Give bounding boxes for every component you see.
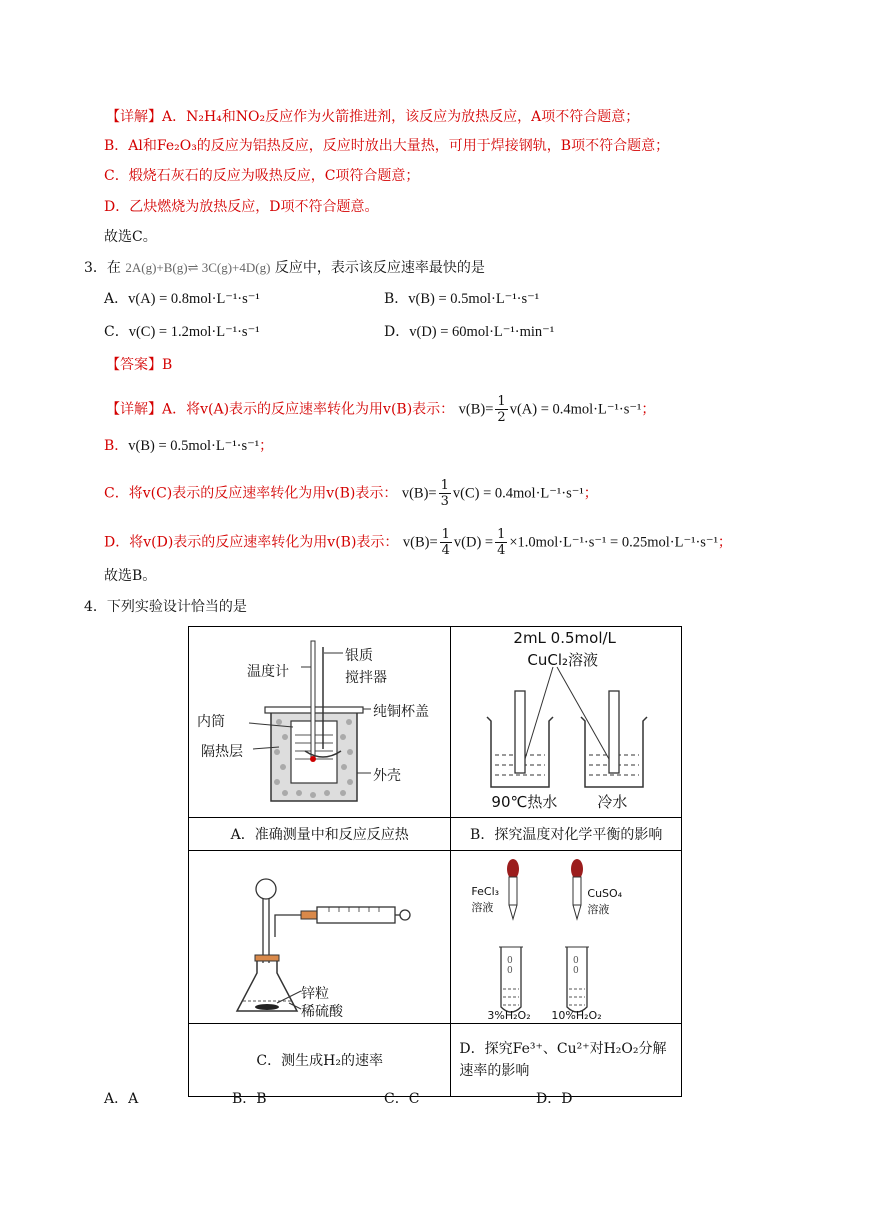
q3-detail-d: D．将v(D)表示的反应速率转化为用v(B)表示： v(B)= $\frac{1}{4}$ v(D) = $\frac{1}{4}$ ×1.0mol·L⁻¹·s⁻¹ = 0.25mol·L⁻¹·s⁻¹； — [104, 527, 732, 558]
calorimeter-drawing — [189, 627, 451, 817]
q3-answer: 【答案】B — [106, 357, 173, 373]
label-stirrer-1: 银质 — [345, 648, 373, 664]
diagram-c-rate — [189, 851, 450, 1023]
caption-d-line2: 速率的影响 — [459, 1063, 530, 1079]
q4-options-table — [188, 626, 682, 1097]
q4-choice-d: D．D — [536, 1091, 573, 1107]
detail-q2-line3: C．煅烧石灰石的反应为吸热反应，C项符合题意； — [104, 168, 420, 184]
diagram-d-catalyst — [451, 851, 681, 1023]
q3-option-d: D．v(D) = 60mol·L⁻¹·min⁻¹ — [384, 324, 555, 340]
diagram-b-temperature — [451, 627, 681, 817]
caption-d-line1: D．探究Fe³⁺、Cu²⁺对H₂O₂分解 — [459, 1041, 667, 1057]
q3-reaction: 2A(g)+B(g)⇌ 3C(g)+4D(g) — [125, 260, 271, 275]
diagram-a-calorimeter — [189, 627, 450, 817]
label-h2o2-3: 3%H₂O₂ — [487, 1009, 531, 1022]
label-sol1: 溶液 — [471, 901, 494, 914]
detail-q2-conclusion: 故选C。 — [104, 229, 157, 245]
q3-option-a: A．v(A) = 0.8mol·L⁻¹·s⁻¹ — [104, 291, 260, 307]
label-zinc: 锌粒 — [301, 986, 329, 1002]
label-stirrer-2: 搅拌器 — [345, 670, 387, 686]
q3-option-b: B．v(B) = 0.5mol·L⁻¹·s⁻¹ — [384, 291, 540, 307]
svg-text:0: 0 — [507, 956, 514, 966]
label-insulation: 隔热层 — [201, 744, 243, 760]
label-thermometer: 温度计 — [247, 664, 289, 680]
label-h2o2-10: 10%H₂O₂ — [551, 1009, 602, 1022]
temperature-drawing — [451, 627, 681, 817]
q3-option-c: C．v(C) = 1.2mol·L⁻¹·s⁻¹ — [104, 324, 260, 340]
q3-conclusion: 故选B。 — [104, 568, 157, 584]
q4-choice-c: C．C — [384, 1091, 420, 1107]
label-inner: 内筒 — [197, 714, 225, 730]
label-sol2: 溶液 — [587, 903, 610, 916]
q3-stem: 3．在 2A(g)+B(g)⇌ 3C(g)+4D(g) 反应中，表示该反应速率最快的是 — [84, 260, 485, 276]
q3-detail-b: B．v(B) = 0.5mol·L⁻¹·s⁻¹； — [104, 438, 274, 454]
caption-b: B．探究温度对化学平衡的影响 — [451, 818, 682, 851]
label-b-top2: CuCl₂溶液 — [527, 651, 599, 669]
label-acid: 稀硫酸 — [301, 1004, 343, 1020]
q4-choice-b: B．B — [232, 1091, 267, 1107]
catalyst-drawing — [451, 851, 681, 1023]
q3-detail-a: 【详解】A．将v(A)表示的反应速率转化为用v(B)表示： v(B)= $\frac{1}{2}$ v(A) = 0.4mol·L⁻¹·s⁻¹； — [106, 394, 656, 425]
svg-text:0: 0 — [573, 966, 580, 976]
q4-choice-a: A．A — [104, 1091, 139, 1107]
label-cuso4: CuSO₄ — [587, 887, 623, 900]
label-fecl3: FeCl₃ — [471, 885, 500, 898]
label-b-hot: 90℃热水 — [491, 793, 558, 811]
label-b-cold: 冷水 — [597, 793, 628, 811]
label-lid: 纯铜杯盖 — [373, 704, 429, 720]
detail-q2-line1: 【详解】A．N₂H₄和NO₂反应作为火箭推进剂，该反应为放热反应，A项不符合题意； — [106, 109, 640, 125]
q4-stem: 4．下列实验设计恰当的是 — [84, 599, 247, 615]
caption-d — [451, 1024, 682, 1097]
detail-q2-line2: B．Al和Fe₂O₃的反应为铝热反应，反应时放出大量热，可用于焊接钢轨，B项不符合题意； — [104, 138, 670, 154]
q3-detail-c: C．将v(C)表示的反应速率转化为用v(B)表示： v(B)= $\frac{1}{3}$ v(C) = 0.4mol·L⁻¹·s⁻¹； — [104, 478, 598, 509]
label-b-top1: 2mL 0.5mol/L — [513, 629, 616, 647]
caption-c: C．测生成H₂的速率 — [189, 1024, 451, 1097]
svg-text:0: 0 — [507, 966, 514, 976]
caption-a: A．准确测量中和反应反应热 — [189, 818, 451, 851]
label-shell: 外壳 — [373, 768, 401, 784]
detail-q2-line4: D．乙炔燃烧为放热反应，D项不符合题意。 — [104, 199, 379, 215]
svg-text:0: 0 — [573, 956, 580, 966]
